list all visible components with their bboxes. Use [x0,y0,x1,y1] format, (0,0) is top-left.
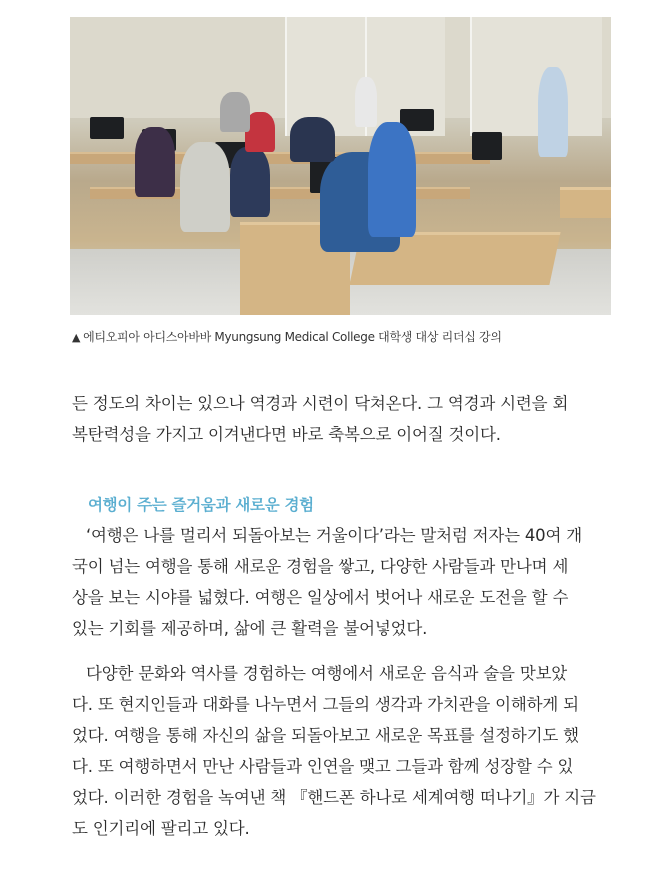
intro-paragraph [72,388,612,450]
text-line: 든 정도의 차이는 있으나 역경과 시련이 닥쳐온다. 그 역경과 시련을 회 [72,394,569,413]
photo-desk [560,187,611,218]
photo-person [355,77,377,127]
photo-desk-row [70,152,490,164]
photo-monitor [472,132,502,160]
text-line: 다. 또 여행하면서 만난 사람들과 인연을 맺고 그들과 함께 성장할 수 있 [72,757,574,776]
photo-person [368,122,416,237]
photo-person [538,67,568,157]
section-paragraph-2 [72,658,612,844]
text-line: ‘여행은 나를 멀리서 되돌아보는 거울이다’라는 말처럼 저자는 40여 개 [86,526,582,545]
photo-person [220,92,250,132]
text-line: 다양한 문화와 역사를 경험하는 여행에서 새로운 음식과 술을 맛보았 [86,664,568,683]
photo-person [290,117,335,162]
photo-curtain [470,17,602,136]
text-line: 었다. 이러한 경험을 녹여낸 책 『핸드폰 하나로 세계여행 떠나기』가 지금 [72,788,596,807]
text-line: 국이 넘는 여행을 통해 새로운 경험을 쌓고, 다양한 사람들과 만나며 세 [72,557,569,576]
text-line: 있는 기회를 제공하며, 삶에 큰 활력을 불어넣었다. [72,619,428,638]
photo-monitor [90,117,124,139]
photo-person [180,142,230,232]
text-line: 복탄력성을 가지고 이겨낸다면 바로 축복으로 이어질 것이다. [72,425,501,444]
caption-text: 에티오피아 아디스아바바 Myungsung Medical College 대학생 대상 리더십 강의 [83,330,502,344]
triangle-up-icon: ▲ [72,331,81,344]
text-line: 도 인기리에 팔리고 있다. [72,819,250,838]
photo-person [135,127,175,197]
text-line: 었다. 여행을 통해 자신의 삶을 되돌아보고 새로운 목표를 설정하기도 했 [72,726,579,745]
text-line: 다. 또 현지인들과 대화를 나누면서 그들의 생각과 가치관을 이해하게 되 [72,695,579,714]
text-line: 상을 보는 시야를 넓혔다. 여행은 일상에서 벗어나 새로운 도전을 할 수 [72,588,569,607]
section-paragraph-1 [72,520,612,644]
classroom-photo [70,17,611,315]
photo-person [230,147,270,217]
section-heading: 여행이 주는 즐거움과 새로운 경험 [88,496,314,514]
photo-caption [72,328,502,345]
